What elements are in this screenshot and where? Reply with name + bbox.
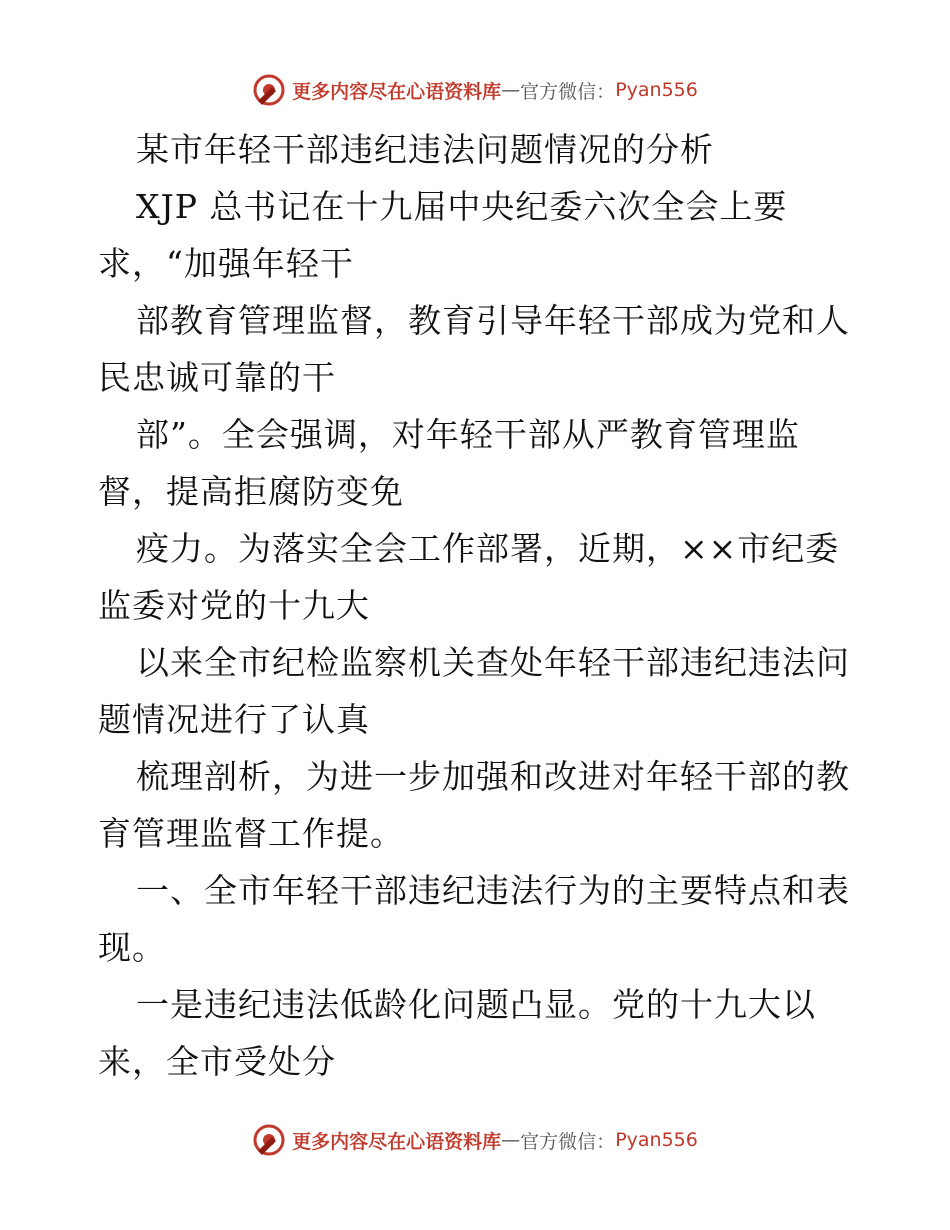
banner-dash: — [501,79,521,101]
text-line: 来，全市受处分 [98,1042,336,1081]
header-watermark-banner [0,70,950,110]
text-line: 部教育管理监督，教育引导年轻干部成为党和人 [136,301,850,340]
text-line: 民忠诚可靠的干 [98,358,336,397]
banner-id-text: Pyan556 [615,1129,698,1151]
text-line: 育管理监督工作提。 [98,814,404,853]
text-line: 一是违纪违法低龄化问题凸显。党的十九大以 [136,985,816,1024]
text-line: 现。 [98,928,166,967]
text-line: 监委对党的十九大 [98,586,370,625]
banner-brand-text: 更多内容尽在心语资料库 [292,1130,502,1153]
text-line: 以来全市纪检监察机关查处年轻干部违纪违法问 [136,643,850,682]
text-line: 题情况进行了认真 [98,700,370,739]
text-line: 梳理剖析，为进一步加强和改进对年轻干部的教 [136,757,850,796]
text-line: 部”。全会强调，对年轻干部从严教育管理监 [136,415,800,454]
banner-suffix-text: 官方微信： [520,1130,616,1153]
banner-id-text: Pyan556 [615,79,698,101]
pen-logo-icon [252,73,286,107]
section-heading: 一、全市年轻干部违纪违法行为的主要特点和表 [136,871,850,910]
footer-watermark-banner [0,1120,950,1160]
text-line: XJP 总书记在十九届中央纪委六次全会上要 [136,187,788,226]
banner-dash: — [501,1129,521,1151]
banner-brand-text: 更多内容尽在心语资料库 [292,80,502,103]
pen-logo-icon [252,1123,286,1157]
banner-suffix-text: 官方微信： [520,80,616,103]
document-title: 某市年轻干部违纪违法问题情况的分析 [136,130,714,169]
text-line: 督，提高拒腐防变免 [98,472,404,511]
text-line: 疫力。为落实全会工作部署，近期，××市纪委 [136,529,840,568]
text-line: 求，“加强年轻干 [98,244,354,283]
